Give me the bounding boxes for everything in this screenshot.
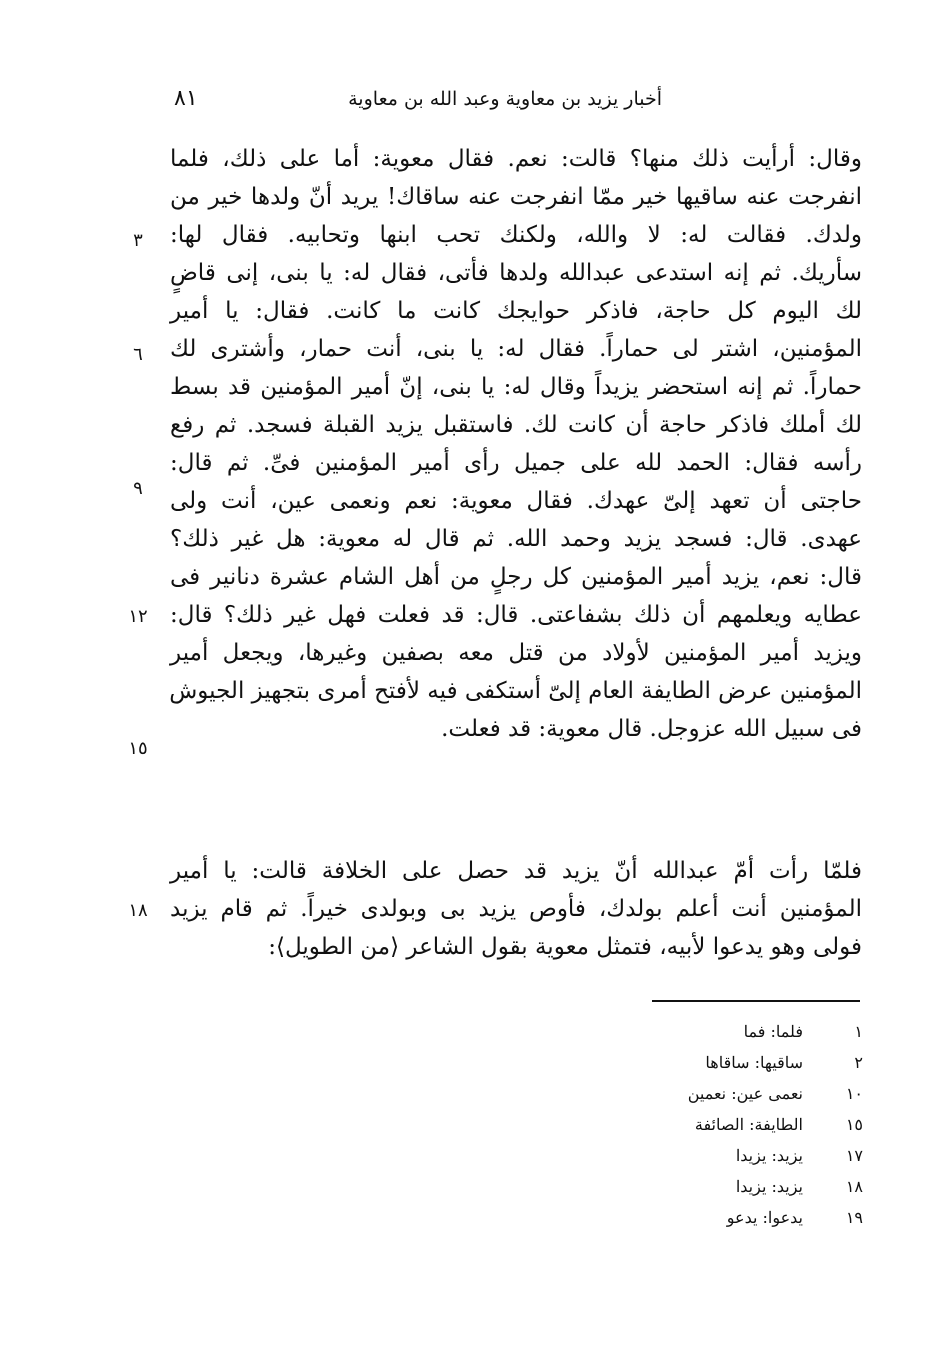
text-line: عطايه ويعلمهم أن ذلك بشفاعتى. قال: قد فعلت فهل غير ذلك؟ قال:	[170, 602, 862, 628]
footnote	[623, 1140, 863, 1171]
text-line: فلمّا رأت أمّ عبدالله أنّ يزيد قد حصل على الخلافة قالت: يا أمير	[170, 858, 862, 884]
text-line: سأريك. ثم إنه استدعى عبدالله ولدها فأتى، فقال له: يا بنى، إنى قاضٍ	[170, 260, 862, 286]
footnote-number: ١٩	[845, 1208, 863, 1227]
text-line: قال: نعم، يزيد أمير المؤمنين كل رجلٍ من أهل الشام عشرة دنانير فى	[170, 564, 862, 590]
page-header	[170, 86, 862, 120]
text-line: ويزيد أمير المؤمنين لأولاد من قتل معه بصفين وغيرها، ويجعل أمير	[170, 640, 862, 666]
line-number-marker: ٩	[133, 478, 143, 499]
footnote-divider	[652, 1000, 860, 1002]
footnote-text: الطايفة: الصائفة	[694, 1115, 803, 1134]
text-line: المؤمنين أنت أعلم بولدك، فأوص يزيد بى وبولدى خيراً. ثم قام يزيد	[170, 896, 862, 922]
text-line: وقال: أرأيت ذلك منها؟ قالت: نعم. فقال معوية: أما على ذلك، فلما	[170, 146, 862, 172]
footnote-number: ١٨	[845, 1177, 863, 1196]
line-number-marker: ١٨	[128, 900, 148, 921]
footnote	[623, 1202, 863, 1233]
text-line: فولى وهو يدعوا لأبيه، فتمثل معوية بقول الشاعر ⟨من الطويل⟩:	[268, 934, 862, 960]
footnotes	[623, 1016, 863, 1233]
text-line: ولدك. فقالت له: لا والله، ولكنك تحب ابنها وتحابيه. فقال لها:	[170, 222, 862, 248]
line-number-marker: ٣	[133, 230, 143, 251]
page-number: ٨١	[174, 86, 198, 111]
footnote-text: فلما: فما	[743, 1022, 803, 1041]
footnote	[623, 1078, 863, 1109]
paragraph-second	[170, 852, 862, 966]
line-number-marker: ١٢	[128, 606, 148, 627]
footnote	[623, 1047, 863, 1078]
text-line: حاجتى أن تعهد إلىّ عهدك. فقال معوية: نعم ونعمى عين، أنت ولى	[170, 488, 862, 514]
text-line: رأسه فقال: الحمد لله على جميل رأى أمير المؤمنين فىِّ. ثم قال:	[170, 450, 862, 476]
footnote-number: ١٥	[845, 1115, 863, 1134]
line-number-marker: ٦	[133, 344, 143, 365]
text-line: لك أملك فاذكر حاجة أن كانت لك. فاستقبل يزيد القبلة فسجد. ثم رفع	[170, 412, 862, 438]
text-line: لك اليوم كل حاجة، فاذكر حوايجك كانت ما كانت. فقال: يا أمير	[170, 298, 862, 324]
text-line: فى سبيل الله عزوجل. قال معوية: قد فعلت.	[441, 716, 862, 742]
paragraph-main	[170, 140, 862, 748]
footnote-text: يزيد: يزيدا	[735, 1177, 803, 1196]
text-line: المؤمنين، اشتر لى حماراً. فقال له: يا بنى، أنت حمار، وأشترى لك	[170, 336, 862, 362]
footnote	[623, 1016, 863, 1047]
footnote	[623, 1171, 863, 1202]
footnote-text: يزيد: يزيدا	[735, 1146, 803, 1165]
footnote-text: يدعوا: يدعو	[726, 1208, 803, 1227]
footnote	[623, 1109, 863, 1140]
text-line: عهدى. قال: فسجد يزيد وحمد الله. ثم قال له معوية: هل غير ذلك؟	[170, 526, 862, 552]
text-line: حماراً. ثم إنه استحضر يزيداً وقال له: يا بنى، إنّ أمير المؤمنين قد بسط	[170, 374, 862, 400]
text-line: المؤمنين عرض الطايفة العام إلىّ أستكفى فيه لأفتح أمرى بتجهيز الجيوش	[169, 678, 862, 704]
footnote-text: ساقيها: ساقاها	[705, 1053, 803, 1072]
footnote-number: ١	[854, 1022, 863, 1041]
footnote-number: ١٠	[845, 1084, 863, 1103]
line-number-marker: ١٥	[128, 738, 148, 759]
footnote-number: ١٧	[845, 1146, 863, 1165]
footnote-number: ٢	[854, 1053, 863, 1072]
running-title: أخبار يزيد بن معاوية وعبد الله بن معاوية	[348, 88, 662, 110]
footnote-text: نعمى عين: نعمين	[687, 1084, 803, 1103]
text-line: انفرجت عنه ساقيها خير ممّا انفرجت عنه ساقاك! يريد أنّ ولدها خير من	[170, 184, 862, 210]
